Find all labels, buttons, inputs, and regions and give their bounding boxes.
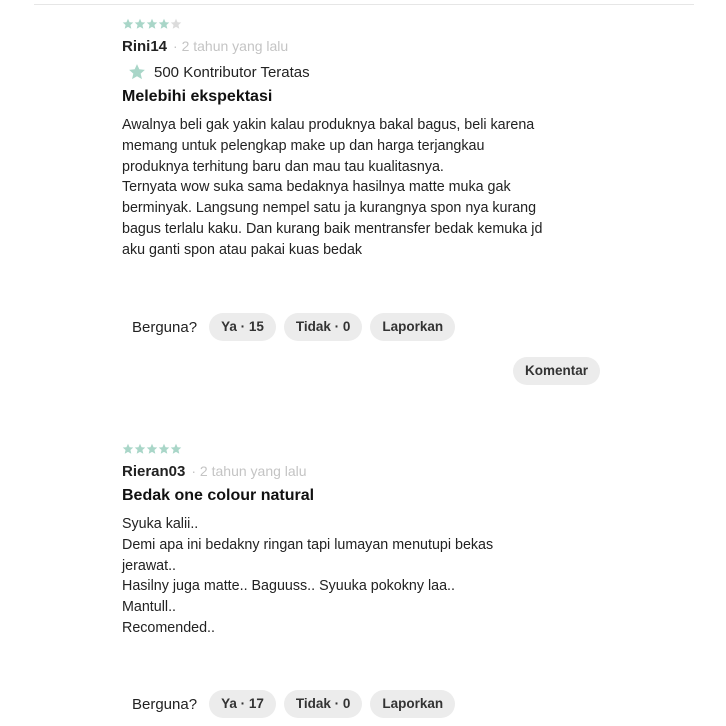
review-body-line: Awalnya beli gak yakin kalau produknya bakal bagus, beli karena <box>122 117 535 133</box>
review-body-line: memang untuk pelengkap make up dan harga terjangkau <box>122 137 485 154</box>
review-body-line: bagus terlalu kaku. Dan kurang baik mentransfer bedak kemuka jd <box>122 220 543 237</box>
star-filled-icon <box>158 443 170 455</box>
star-filled-icon <box>158 18 170 30</box>
report-button[interactable]: Laporkan <box>370 313 455 341</box>
star-filled-icon <box>134 443 146 455</box>
review-time: · 2 tahun yang lalu <box>191 463 307 479</box>
review-card <box>122 443 602 639</box>
star-icon <box>128 63 146 81</box>
star-filled-icon <box>122 443 134 455</box>
review-body-line: Ternyata wow suka sama bedaknya hasilnya matte muka gak <box>122 179 511 196</box>
star-rating <box>122 18 602 32</box>
username[interactable]: Rini14 <box>122 38 168 55</box>
helpful-label: Berguna? <box>132 695 198 713</box>
star-filled-icon <box>146 18 158 30</box>
review-meta <box>122 38 602 55</box>
star-empty-icon <box>170 18 182 30</box>
star-rating <box>122 443 602 457</box>
review-meta <box>122 463 602 480</box>
comment-button[interactable]: Komentar <box>513 357 600 385</box>
review-body-line: jerawat.. <box>122 557 177 574</box>
review-time: · 2 tahun yang lalu <box>173 38 289 54</box>
helpful-label: Berguna? <box>132 318 198 336</box>
username[interactable]: Rieran03 <box>122 463 186 480</box>
star-filled-icon <box>134 18 146 30</box>
star-filled-icon <box>122 18 134 30</box>
review-body-line: berminyak. Langsung nempel satu ja kurangnya spon nya kurang <box>122 200 537 217</box>
review-body-line: aku ganti spon atau pakai kuas bedak <box>122 241 363 258</box>
review-title: Melebihi ekspektasi <box>122 88 273 105</box>
report-button[interactable]: Laporkan <box>370 690 455 718</box>
helpful-row <box>132 690 463 718</box>
top-divider <box>34 4 694 5</box>
review-body-line: Recomended.. <box>122 619 215 636</box>
star-filled-icon <box>170 443 182 455</box>
badge-label: 500 Kontributor Teratas <box>154 63 310 81</box>
star-filled-icon <box>146 443 158 455</box>
review-title: Bedak one colour natural <box>122 487 315 504</box>
review-body-line: Demi apa ini bedakny ringan tapi lumayan menutupi bekas <box>122 536 494 553</box>
review-body-line: Mantull.. <box>122 599 177 616</box>
review-card <box>122 18 602 261</box>
helpful-no-button[interactable]: Tidak · 0 <box>284 690 363 718</box>
review-body <box>122 115 602 261</box>
helpful-row <box>132 313 463 341</box>
helpful-yes-button[interactable]: Ya · 17 <box>209 690 276 718</box>
review-body-line: Syuka kalii.. <box>122 516 199 532</box>
review-body-line: Hasilny juga matte.. Baguuss.. Syuuka pokokny laa.. <box>122 578 455 595</box>
review-body <box>122 514 602 639</box>
contributor-badge <box>128 63 602 81</box>
review-body-line: produknya terhitung baru dan mau tau kualitasnya. <box>122 158 444 175</box>
helpful-no-button[interactable]: Tidak · 0 <box>284 313 363 341</box>
helpful-yes-button[interactable]: Ya · 15 <box>209 313 276 341</box>
